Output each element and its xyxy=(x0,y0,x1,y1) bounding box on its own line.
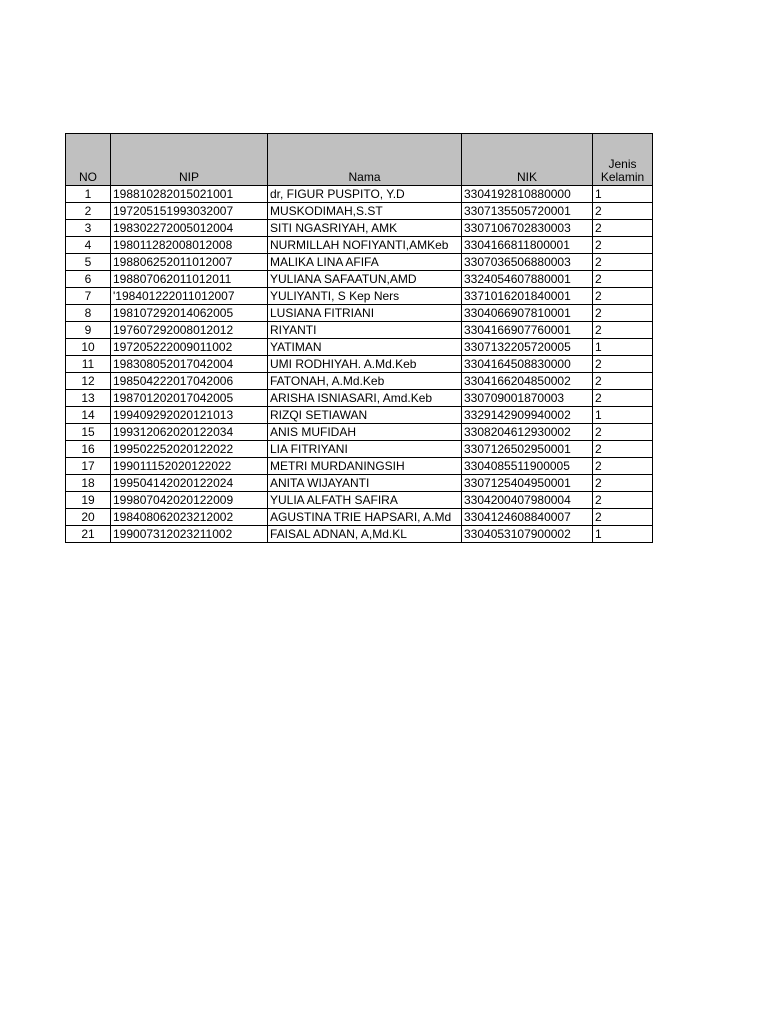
cell-nik[interactable]: 3304200407980004 xyxy=(462,492,593,509)
cell-nama[interactable]: YULIA ALFATH SAFIRA xyxy=(268,492,462,509)
table-body xyxy=(66,186,653,543)
header-jenis-kelamin-line2: Kelamin xyxy=(600,170,645,184)
cell-nik[interactable]: 3307125404950001 xyxy=(462,475,593,492)
cell-jenis-kelamin[interactable]: 2 xyxy=(593,254,653,271)
cell-nama[interactable]: ARISHA ISNIASARI, Amd.Keb xyxy=(268,390,462,407)
cell-nama[interactable]: AGUSTINA TRIE HAPSARI, A.Md xyxy=(268,509,462,526)
cell-jenis-kelamin[interactable]: 2 xyxy=(593,424,653,441)
cell-no[interactable]: 4 xyxy=(66,237,111,254)
cell-nip[interactable]: 198701202017042005 xyxy=(111,390,268,407)
cell-nama[interactable]: NURMILLAH NOFIYANTI,AMKeb xyxy=(268,237,462,254)
table-row xyxy=(66,186,653,203)
table-row xyxy=(66,356,653,373)
cell-jenis-kelamin[interactable]: 2 xyxy=(593,271,653,288)
cell-no[interactable]: 21 xyxy=(66,526,111,543)
table-row xyxy=(66,509,653,526)
cell-jenis-kelamin[interactable]: 2 xyxy=(593,458,653,475)
cell-jenis-kelamin[interactable]: 1 xyxy=(593,526,653,543)
cell-no[interactable]: 7 xyxy=(66,288,111,305)
cell-no[interactable]: 18 xyxy=(66,475,111,492)
cell-nik[interactable]: 3304124608840007 xyxy=(462,509,593,526)
cell-nip[interactable]: 199504142020122024 xyxy=(111,475,268,492)
cell-no[interactable]: 2 xyxy=(66,203,111,220)
cell-no[interactable]: 10 xyxy=(66,339,111,356)
cell-nik[interactable]: 3307135505720001 xyxy=(462,203,593,220)
cell-nip[interactable]: 199011152020122022 xyxy=(111,458,268,475)
table-row xyxy=(66,492,653,509)
cell-nik[interactable]: 3307132205720005 xyxy=(462,339,593,356)
cell-no[interactable]: 12 xyxy=(66,373,111,390)
cell-jenis-kelamin[interactable]: 2 xyxy=(593,322,653,339)
table-row xyxy=(66,458,653,475)
table-row xyxy=(66,373,653,390)
table-row xyxy=(66,390,653,407)
cell-nip[interactable]: 198807062011012011 xyxy=(111,271,268,288)
cell-nama[interactable]: SITI NGASRIYAH, AMK xyxy=(268,220,462,237)
header-nama[interactable]: Nama xyxy=(268,134,462,186)
cell-nik[interactable]: 3304066907810001 xyxy=(462,305,593,322)
table-row xyxy=(66,475,653,492)
cell-nama[interactable]: MUSKODIMAH,S.ST xyxy=(268,203,462,220)
cell-no[interactable]: 11 xyxy=(66,356,111,373)
cell-nama[interactable]: dr, FIGUR PUSPITO, Y.D xyxy=(268,186,462,203)
cell-nama[interactable]: LIA FITRIYANI xyxy=(268,441,462,458)
cell-jenis-kelamin[interactable]: 2 xyxy=(593,203,653,220)
cell-no[interactable]: 1 xyxy=(66,186,111,203)
cell-nama[interactable]: ANIS MUFIDAH xyxy=(268,424,462,441)
cell-nik[interactable]: 3307126502950001 xyxy=(462,441,593,458)
staff-table xyxy=(65,133,653,543)
table-row xyxy=(66,254,653,271)
header-nip[interactable]: NIP xyxy=(111,134,268,186)
cell-nama[interactable]: FATONAH, A.Md.Keb xyxy=(268,373,462,390)
cell-nama[interactable]: UMI RODHIYAH. A.Md.Keb xyxy=(268,356,462,373)
header-no[interactable]: NO xyxy=(66,134,111,186)
table-row xyxy=(66,407,653,424)
cell-nip[interactable]: 198806252011012007 xyxy=(111,254,268,271)
cell-nip[interactable]: 197205151993032007 xyxy=(111,203,268,220)
cell-nama[interactable]: FAISAL ADNAN, A,Md.KL xyxy=(268,526,462,543)
table-row xyxy=(66,441,653,458)
cell-jenis-kelamin[interactable]: 1 xyxy=(593,407,653,424)
header-jenis-kelamin[interactable] xyxy=(593,134,653,186)
cell-nama[interactable]: YULIANA SAFAATUN,AMD xyxy=(268,271,462,288)
header-jenis-kelamin-line1: Jenis xyxy=(608,157,637,171)
table-row xyxy=(66,424,653,441)
cell-nip[interactable]: 199807042020122009 xyxy=(111,492,268,509)
table-row xyxy=(66,271,653,288)
cell-no[interactable]: 15 xyxy=(66,424,111,441)
table-row xyxy=(66,322,653,339)
cell-jenis-kelamin[interactable]: 2 xyxy=(593,356,653,373)
cell-nip[interactable]: 198107292014062005 xyxy=(111,305,268,322)
cell-nik[interactable]: 3371016201840001 xyxy=(462,288,593,305)
cell-no[interactable]: 14 xyxy=(66,407,111,424)
cell-nik[interactable]: 330709001870003 xyxy=(462,390,593,407)
cell-nip[interactable]: 197607292008012012 xyxy=(111,322,268,339)
cell-nip[interactable]: 199007312023211002 xyxy=(111,526,268,543)
cell-nama[interactable]: ANITA WIJAYANTI xyxy=(268,475,462,492)
cell-jenis-kelamin[interactable]: 2 xyxy=(593,220,653,237)
cell-no[interactable]: 13 xyxy=(66,390,111,407)
cell-nip[interactable]: '198401222011012007 xyxy=(111,288,268,305)
cell-no[interactable]: 20 xyxy=(66,509,111,526)
table-row xyxy=(66,220,653,237)
header-nik[interactable]: NIK xyxy=(462,134,593,186)
cell-nama[interactable]: METRI MURDANINGSIH xyxy=(268,458,462,475)
cell-no[interactable]: 3 xyxy=(66,220,111,237)
cell-jenis-kelamin[interactable]: 2 xyxy=(593,509,653,526)
table-row xyxy=(66,237,653,254)
cell-jenis-kelamin[interactable]: 2 xyxy=(593,288,653,305)
cell-jenis-kelamin[interactable]: 2 xyxy=(593,373,653,390)
cell-jenis-kelamin[interactable]: 1 xyxy=(593,339,653,356)
cell-jenis-kelamin[interactable]: 2 xyxy=(593,390,653,407)
cell-nik[interactable]: 3307036506880003 xyxy=(462,254,593,271)
cell-no[interactable]: 8 xyxy=(66,305,111,322)
cell-jenis-kelamin[interactable]: 2 xyxy=(593,492,653,509)
cell-nama[interactable]: MALIKA LINA AFIFA xyxy=(268,254,462,271)
cell-nik[interactable]: 3304085511900005 xyxy=(462,458,593,475)
cell-nip[interactable]: 198408062023212002 xyxy=(111,509,268,526)
cell-nama[interactable]: YULIYANTI, S Kep Ners xyxy=(268,288,462,305)
cell-nik[interactable]: 3304053107900002 xyxy=(462,526,593,543)
cell-no[interactable]: 5 xyxy=(66,254,111,271)
cell-jenis-kelamin[interactable]: 2 xyxy=(593,441,653,458)
table-row xyxy=(66,526,653,543)
cell-nik[interactable]: 3307106702830003 xyxy=(462,220,593,237)
spreadsheet-sheet xyxy=(65,133,653,543)
cell-nip[interactable]: 198810282015021001 xyxy=(111,186,268,203)
cell-nip[interactable]: 199312062020122034 xyxy=(111,424,268,441)
cell-no[interactable]: 19 xyxy=(66,492,111,509)
cell-nip[interactable]: 198011282008012008 xyxy=(111,237,268,254)
table-row xyxy=(66,203,653,220)
cell-no[interactable]: 17 xyxy=(66,458,111,475)
cell-nip[interactable]: 199409292020121013 xyxy=(111,407,268,424)
cell-nama[interactable]: YATIMAN xyxy=(268,339,462,356)
cell-no[interactable]: 6 xyxy=(66,271,111,288)
table-header xyxy=(66,134,653,186)
cell-nik[interactable]: 3308204612930002 xyxy=(462,424,593,441)
cell-nama[interactable]: RIZQI SETIAWAN xyxy=(268,407,462,424)
cell-nik[interactable]: 3304164508830000 xyxy=(462,356,593,373)
cell-nik[interactable]: 3304166907760001 xyxy=(462,322,593,339)
cell-nik[interactable]: 3304166204850002 xyxy=(462,373,593,390)
cell-nip[interactable]: 199502252020122022 xyxy=(111,441,268,458)
cell-nik[interactable]: 3304192810880000 xyxy=(462,186,593,203)
cell-nik[interactable]: 3304166811800001 xyxy=(462,237,593,254)
header-row xyxy=(66,134,653,186)
cell-nip[interactable]: 198308052017042004 xyxy=(111,356,268,373)
cell-nik[interactable]: 3329142909940002 xyxy=(462,407,593,424)
cell-no[interactable]: 16 xyxy=(66,441,111,458)
cell-jenis-kelamin[interactable]: 2 xyxy=(593,305,653,322)
cell-jenis-kelamin[interactable]: 2 xyxy=(593,475,653,492)
table-row xyxy=(66,339,653,356)
cell-no[interactable]: 9 xyxy=(66,322,111,339)
cell-nip[interactable]: 198504222017042006 xyxy=(111,373,268,390)
cell-jenis-kelamin[interactable]: 2 xyxy=(593,237,653,254)
cell-nik[interactable]: 3324054607880001 xyxy=(462,271,593,288)
table-row xyxy=(66,288,653,305)
cell-nip[interactable]: 197205222009011002 xyxy=(111,339,268,356)
cell-nip[interactable]: 198302272005012004 xyxy=(111,220,268,237)
cell-jenis-kelamin[interactable]: 1 xyxy=(593,186,653,203)
cell-nama[interactable]: LUSIANA FITRIANI xyxy=(268,305,462,322)
table-row xyxy=(66,305,653,322)
cell-nama[interactable]: RIYANTI xyxy=(268,322,462,339)
